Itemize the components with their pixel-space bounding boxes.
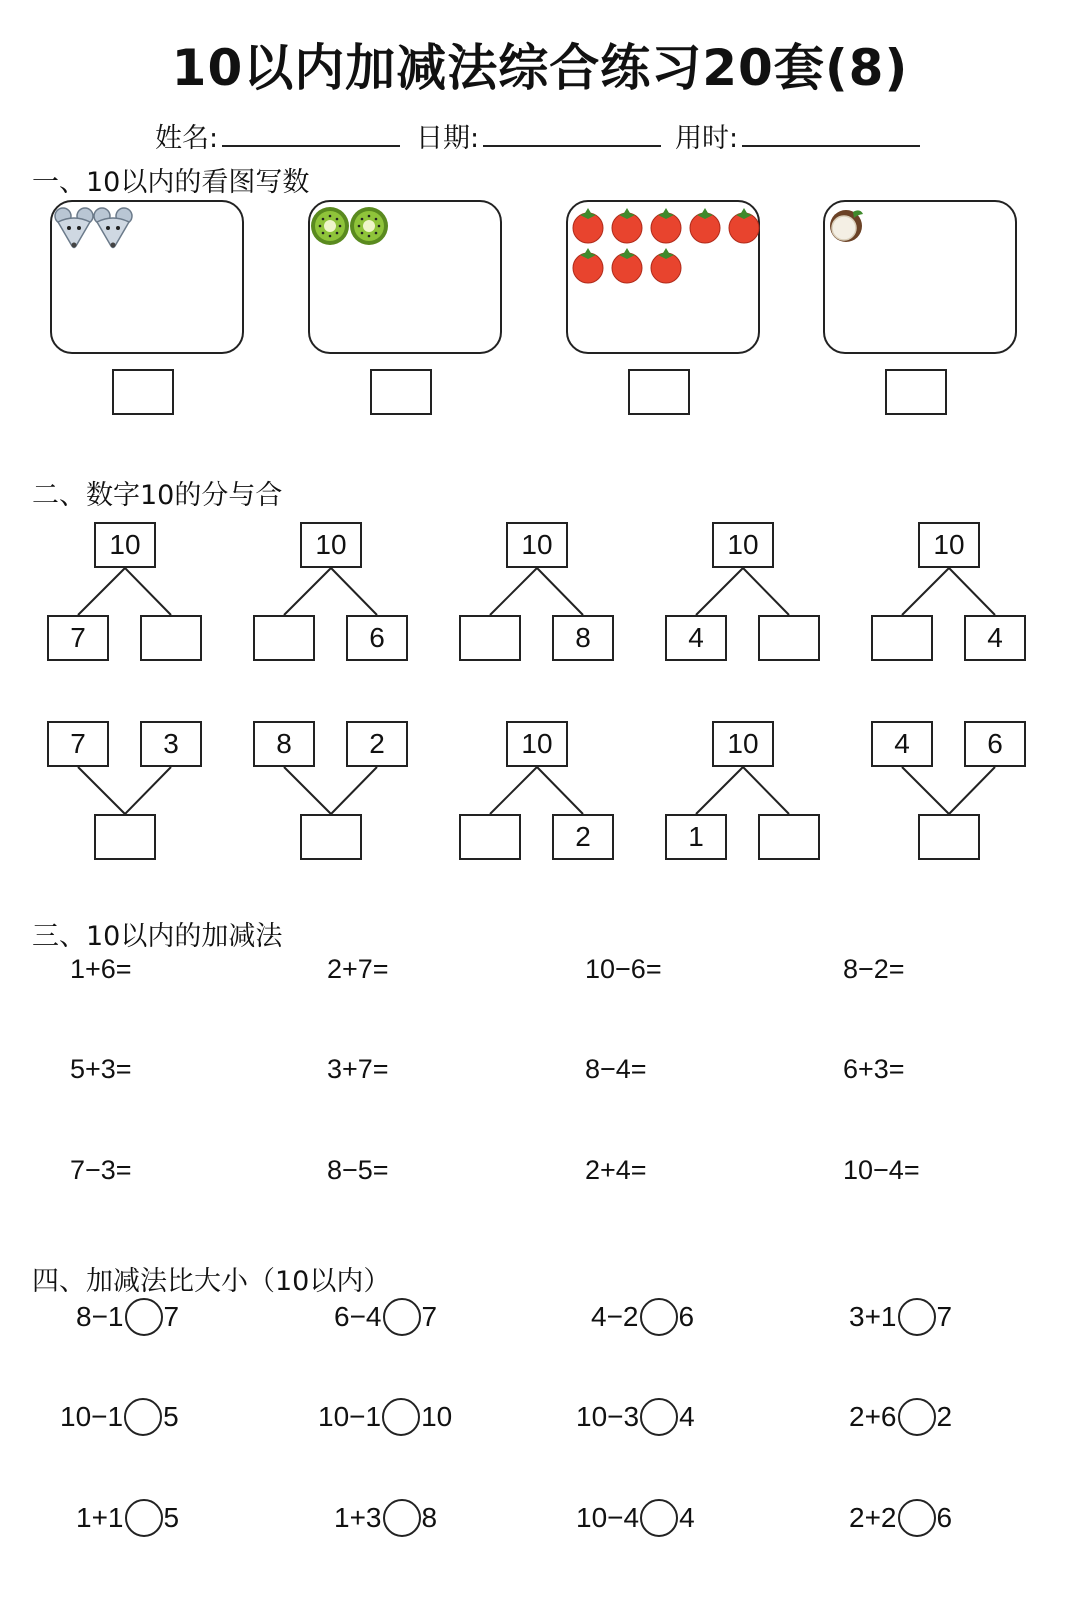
bond6-bottom[interactable] xyxy=(94,814,156,860)
bond1-top: 10 xyxy=(94,522,156,568)
comparison-item xyxy=(60,1398,179,1436)
equation: 1+6= xyxy=(70,954,132,984)
equation: 2+7= xyxy=(327,954,389,984)
comparison-expression: 10−3 xyxy=(576,1401,640,1432)
equation: 8−5= xyxy=(327,1155,389,1185)
comparison-circle[interactable] xyxy=(382,1398,420,1436)
comparison-item xyxy=(334,1298,437,1336)
bond6-right: 3 xyxy=(140,721,202,767)
equation: 10−6= xyxy=(585,954,662,984)
section-4-heading: 四、加减法比大小（10以内） xyxy=(32,1266,391,1297)
comparison-value: 10 xyxy=(421,1401,453,1432)
bond2-left[interactable] xyxy=(253,615,315,661)
comparison-value: 7 xyxy=(936,1301,953,1332)
bond9-right[interactable] xyxy=(758,814,820,860)
bond5-top: 10 xyxy=(918,522,980,568)
bond4-top: 10 xyxy=(712,522,774,568)
bond10-bottom[interactable] xyxy=(918,814,980,860)
comparison-expression: 10−1 xyxy=(318,1401,382,1432)
equation: 6+3= xyxy=(843,1054,905,1084)
bond7-left: 8 xyxy=(253,721,315,767)
equation: 8−4= xyxy=(585,1054,647,1084)
comparison-item xyxy=(76,1298,179,1336)
name-label: 姓名: xyxy=(155,123,219,154)
comparison-expression: 8−1 xyxy=(76,1301,124,1332)
bond4-right[interactable] xyxy=(758,615,820,661)
bond3-left[interactable] xyxy=(459,615,521,661)
bond8-left[interactable] xyxy=(459,814,521,860)
comparison-circle[interactable] xyxy=(124,1398,162,1436)
comparison-expression: 2+2 xyxy=(849,1502,897,1533)
bond10-left: 4 xyxy=(871,721,933,767)
comparison-value: 7 xyxy=(421,1301,438,1332)
equation: 8−2= xyxy=(843,954,905,984)
bond10-right: 6 xyxy=(964,721,1026,767)
comparison-value: 7 xyxy=(163,1301,180,1332)
comparison-circle[interactable] xyxy=(383,1499,421,1537)
comparison-item xyxy=(849,1398,952,1436)
comparison-expression: 1+1 xyxy=(76,1502,124,1533)
section-1-heading: 一、10以内的看图写数 xyxy=(32,167,310,198)
comparison-expression: 10−4 xyxy=(576,1502,640,1533)
bond2-right: 6 xyxy=(346,615,408,661)
comparison-circle[interactable] xyxy=(640,1298,678,1336)
comparison-circle[interactable] xyxy=(383,1298,421,1336)
comparison-value: 6 xyxy=(936,1502,953,1533)
comparison-expression: 1+3 xyxy=(334,1502,382,1533)
comparison-item xyxy=(76,1499,179,1537)
equation: 2+4= xyxy=(585,1155,647,1185)
bond8-right: 2 xyxy=(552,814,614,860)
comparison-circle[interactable] xyxy=(898,1398,936,1436)
bond1-left: 7 xyxy=(47,615,109,661)
comparison-value: 2 xyxy=(936,1401,953,1432)
comparison-circle[interactable] xyxy=(640,1398,678,1436)
comparison-circle[interactable] xyxy=(125,1499,163,1537)
section-3-heading: 三、10以内的加减法 xyxy=(32,921,283,952)
comparison-item xyxy=(576,1499,695,1537)
equation: 5+3= xyxy=(70,1054,132,1084)
comparison-value: 6 xyxy=(678,1301,695,1332)
comparison-item xyxy=(334,1499,437,1537)
bond7-right: 2 xyxy=(346,721,408,767)
comparison-expression: 2+6 xyxy=(849,1401,897,1432)
bond5-left[interactable] xyxy=(871,615,933,661)
bond4-left: 4 xyxy=(665,615,727,661)
comparison-value: 5 xyxy=(163,1502,180,1533)
date-label: 日期: xyxy=(416,123,480,154)
comparison-expression: 3+1 xyxy=(849,1301,897,1332)
bond7-bottom[interactable] xyxy=(300,814,362,860)
bond3-right: 8 xyxy=(552,615,614,661)
bond1-right[interactable] xyxy=(140,615,202,661)
time-label: 用时: xyxy=(675,123,739,154)
comparison-item xyxy=(849,1298,952,1336)
bond8-top: 10 xyxy=(506,721,568,767)
bond3-top: 10 xyxy=(506,522,568,568)
comparison-item xyxy=(849,1499,952,1537)
bond6-left: 7 xyxy=(47,721,109,767)
comparison-expression: 4−2 xyxy=(591,1301,639,1332)
page-title: 10以内加减法综合练习20套(8) xyxy=(171,39,909,97)
comparison-expression: 10−1 xyxy=(60,1401,124,1432)
section-2-heading: 二、数字10的分与合 xyxy=(32,480,283,511)
comparison-value: 4 xyxy=(679,1401,695,1432)
bond2-top: 10 xyxy=(300,522,362,568)
comparison-value: 8 xyxy=(421,1502,438,1533)
comparison-item xyxy=(591,1298,694,1336)
comparison-value: 5 xyxy=(163,1401,179,1432)
comparison-item xyxy=(318,1398,452,1436)
bond9-left: 1 xyxy=(665,814,727,860)
bond5-right: 4 xyxy=(964,615,1026,661)
bond9-top: 10 xyxy=(712,721,774,767)
comparison-circle[interactable] xyxy=(640,1499,678,1537)
comparison-item xyxy=(576,1398,695,1436)
comparison-value: 4 xyxy=(679,1502,695,1533)
comparison-expression: 6−4 xyxy=(334,1301,382,1332)
equation: 3+7= xyxy=(327,1054,389,1084)
equation: 10−4= xyxy=(843,1155,920,1185)
comparison-circle[interactable] xyxy=(898,1499,936,1537)
equation: 7−3= xyxy=(70,1155,132,1185)
comparison-circle[interactable] xyxy=(898,1298,936,1336)
comparison-circle[interactable] xyxy=(125,1298,163,1336)
